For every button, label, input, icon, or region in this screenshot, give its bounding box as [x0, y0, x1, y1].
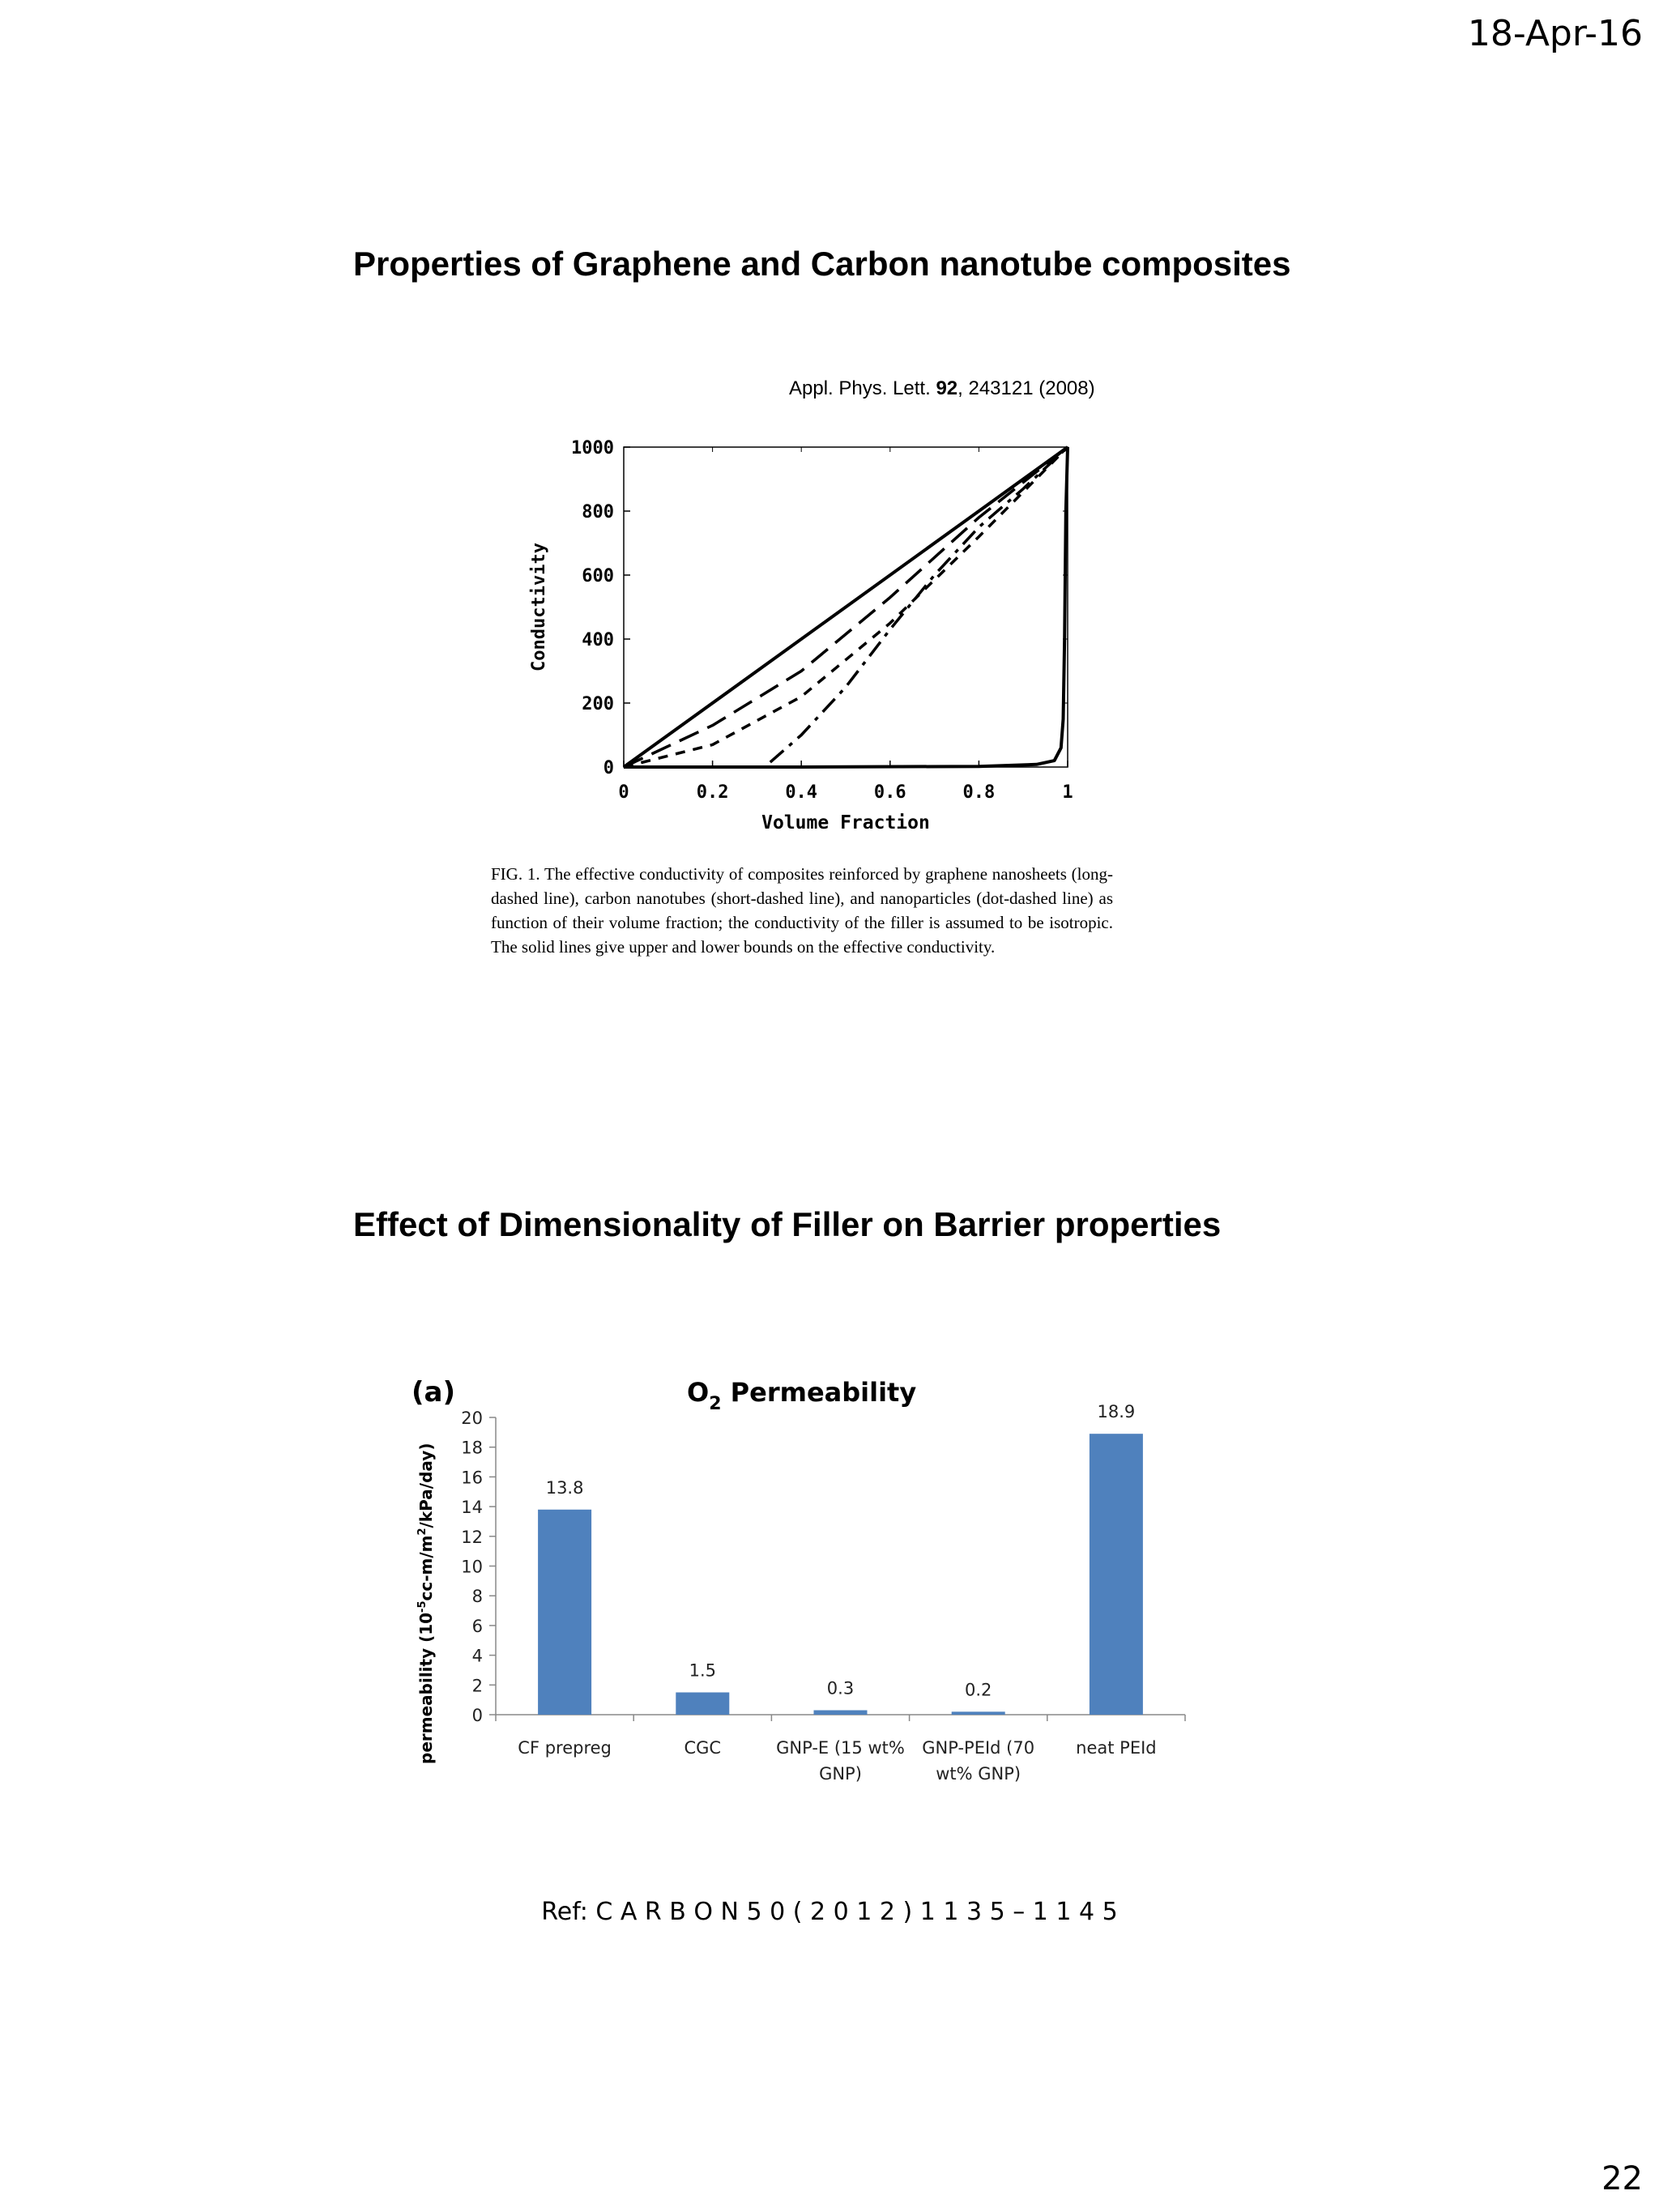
y-tick-label: 6 — [471, 1616, 483, 1636]
permeability-chart-title: $O_2$ Permeability — [687, 1377, 917, 1414]
permeability-y-axis-label: permeability $(10^{-5}cc-m/m^2/kPa/day)$ — [416, 1443, 436, 1764]
citation-pages: , 243121 (2008) — [957, 377, 1095, 399]
permeability-value-label: 0.3 — [826, 1678, 855, 1698]
figure-caption: FIG. 1. The effective conductivity of composites reinforced by graphene nanosheets (long-dashed line), carbon nanotubes (short-dashed line), and nanoparticles (dot-dashed line) as function of their volume fraction; the conductivity of the filler is assumed to be isotropic. The solid lines give upper and lower bounds on the effective conductivity. — [491, 864, 1113, 957]
category-label: GNP-PEId (70 — [922, 1738, 1035, 1758]
permeability-bar — [1090, 1434, 1143, 1715]
conductivity-series-dot-dashed — [770, 447, 1068, 762]
permeability-bar — [676, 1692, 729, 1715]
category-label: wt% GNP) — [936, 1764, 1021, 1784]
y-tick-label: 0 — [471, 1706, 483, 1725]
conductivity-series-solid — [624, 447, 1068, 767]
y-tick-label: 400 — [582, 630, 614, 650]
y-tick-label: 800 — [582, 502, 614, 522]
permeability-chart-bars — [518, 1402, 1156, 1784]
category-label: CF prepreg — [518, 1738, 612, 1758]
conductivity-y-axis-label: Conductivity — [529, 543, 549, 671]
x-tick-label: 0 — [618, 782, 629, 803]
conductivity-x-axis-label: Volume Fraction — [761, 812, 930, 833]
x-tick-label: 0.2 — [696, 782, 729, 803]
x-tick-label: 0.6 — [873, 782, 906, 803]
y-tick-label: 0 — [603, 758, 614, 778]
permeability-value-label: 18.9 — [1097, 1402, 1136, 1422]
y-tick-label: 14 — [461, 1498, 483, 1518]
page-number: 22 — [1601, 2160, 1643, 2197]
y-tick-label: 12 — [461, 1527, 483, 1547]
category-label: GNP-E (15 wt% — [776, 1738, 905, 1758]
conductivity-chart-axes — [571, 438, 1073, 803]
permeability-bar — [814, 1710, 868, 1715]
citation-volume: 92 — [936, 377, 958, 399]
panel-label: (a) — [412, 1376, 456, 1409]
figure-citation — [789, 377, 1095, 400]
y-tick-label: 18 — [461, 1438, 483, 1458]
permeability-value-label: 0.2 — [964, 1680, 992, 1700]
permeability-value-label: 13.8 — [545, 1477, 584, 1498]
y-tick-label: 16 — [461, 1468, 483, 1488]
y-tick-label: 200 — [582, 694, 614, 714]
slide-date: 18-Apr-16 — [1467, 13, 1643, 54]
category-label: GNP) — [819, 1764, 862, 1784]
y-tick-label: 1000 — [571, 438, 614, 458]
permeability-chart — [405, 1369, 1215, 1806]
y-tick-label: 8 — [471, 1587, 483, 1607]
x-tick-label: 0.4 — [785, 782, 818, 803]
conductivity-chart — [486, 421, 1134, 842]
reference-line: Ref: C A R B O N 5 0 ( 2 0 1 2 ) 1 1 3 5 – 1 1 4 5 — [541, 1898, 1118, 1926]
y-tick-label: 600 — [582, 566, 614, 586]
citation-journal: Appl. Phys. Lett. — [789, 377, 936, 399]
x-tick-label: 0.8 — [962, 782, 996, 803]
y-tick-label: 20 — [461, 1409, 483, 1428]
permeability-value-label: 1.5 — [689, 1660, 717, 1681]
permeability-bar — [538, 1510, 591, 1715]
category-label: CGC — [684, 1738, 722, 1758]
conductivity-chart-series — [624, 447, 1068, 767]
section-heading-conductivity: Properties of Graphene and Carbon nanotube composites — [353, 245, 1291, 283]
section-heading-barrier: Effect of Dimensionality of Filler on Barrier properties — [353, 1205, 1222, 1243]
y-tick-label: 10 — [461, 1557, 483, 1577]
x-tick-label: 1 — [1062, 782, 1073, 803]
permeability-bar — [952, 1711, 1005, 1715]
y-tick-label: 2 — [471, 1676, 483, 1696]
y-tick-label: 4 — [471, 1646, 483, 1666]
category-label: neat PEId — [1076, 1738, 1157, 1758]
